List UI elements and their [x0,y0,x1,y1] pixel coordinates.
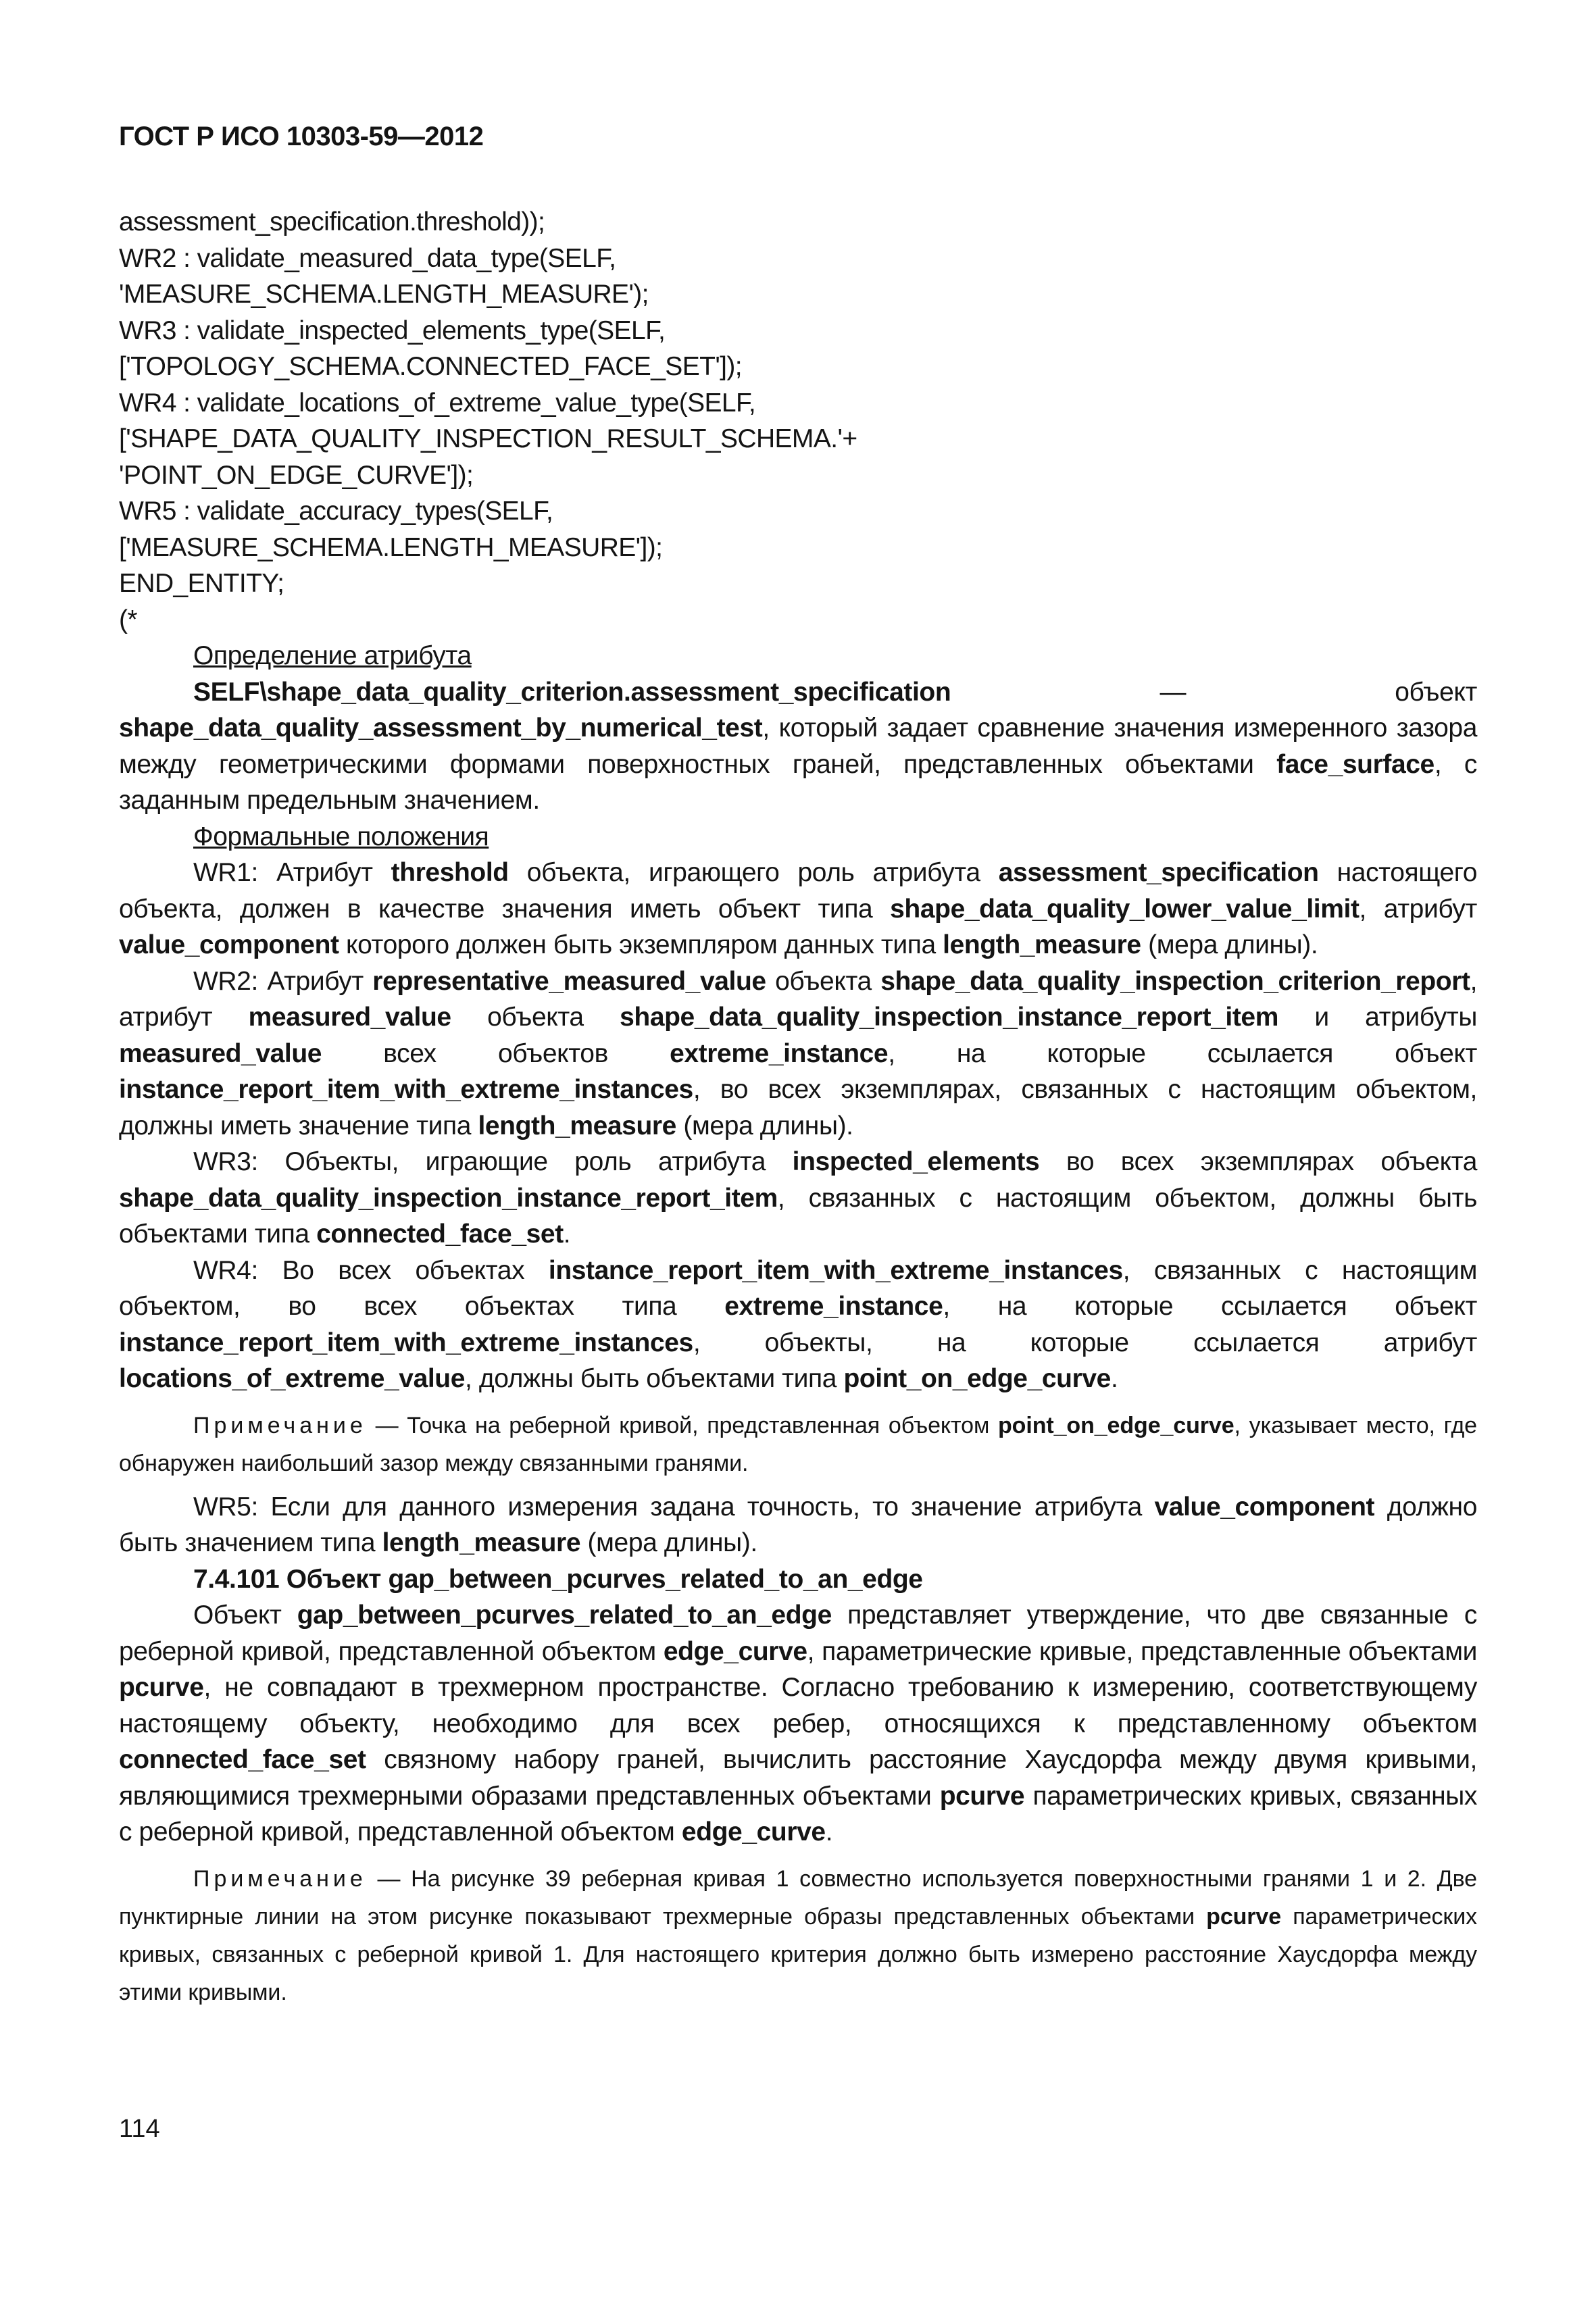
attribute-definition-heading: Определение атрибута [193,641,472,670]
attribute-definition-paragraph: SELF\shape_data_quality_criterion.assessment_specification — объект shape_data_quality_assessment_by_numerical_test, который задает сравнение значения измеренного зазора между геометрическими формами поверхностных граней, представленных объектами face_surface, с заданным предельным значением. [119,677,1477,815]
code-line: ['MEASURE_SCHEMA.LENGTH_MEASURE']); [119,532,663,562]
code-line: 'POINT_ON_EDGE_CURVE']); [119,460,474,490]
wr1-paragraph: WR1: Атрибут threshold объекта, играющего роль атрибута assessment_specification настоящего объекта, должен в качестве значения иметь объект типа shape_data_quality_lower_value_limit, атрибут value_component которого должен быть экземпляром данных типа length_measure (мера длины). [119,858,1477,959]
section-heading: 7.4.101 Объект gap_between_pcurves_related_to_an_edge [193,1564,923,1594]
wr3-paragraph: WR3: Объекты, играющие роль атрибута inspected_elements во всех экземплярах объекта shape_data_quality_inspection_instance_report_item, связанных с настоящим объектом, должны быть объектами типа connected_face_set. [119,1147,1477,1249]
wr2-paragraph: WR2: Атрибут representative_measured_value объекта shape_data_quality_inspection_criterion_report, атрибут measured_value объекта shape_data_quality_inspection_instance_report_item и атрибуты measured_value всех объектов extreme_instance, на которые ссылается объект instance_report_item_with_extreme_instances, во всех экземплярах, связанных с настоящим объектом, должны иметь значение типа length_measure (мера длины). [119,966,1478,1140]
page-number: 114 [119,2115,160,2143]
wr4-paragraph: WR4: Во всех объектах instance_report_item_with_extreme_instances, связанных с настоящим объектом, во всех объектах типа extreme_instance, на которые ссылается объект instance_report_item_with_extreme_instances, объекты, на которые ссылается атрибут locations_of_extreme_value, должны быть объектами типа point_on_edge_curve. [119,1255,1477,1393]
express-code-block [119,204,1477,638]
section-paragraph: Объект gap_between_pcurves_related_to_an_edge представляет утверждение, что две связанные с реберной кривой, представленной объектом edge_curve, параметрические кривые, представленные объектами pcurve, не совпадают в трехмерном пространстве. Согласно требованию к измерению, соответствующему настоящему объекту, необходимо для всех ребер, относящихся к представленному объектом connected_face_set связному набору граней, вычислить расстояние Хаусдорфа между двумя кривыми, являющимися трехмерными образами представленных объектами pcurve параметрических кривых, связанных с реберной кривой, представленной объектом edge_curve. [119,1601,1477,1846]
code-line: WR3 : validate_inspected_elements_type(SELF, [119,316,666,345]
note-point-on-edge-curve: Примечание — Точка на реберной кривой, представленная объектом point_on_edge_curve, указывает место, где обнаружен наибольший зазор между связанными гранями. [119,1412,1477,1476]
code-line: 'MEASURE_SCHEMA.LENGTH_MEASURE'); [119,280,649,309]
document-header: ГОСТ Р ИСО 10303-59—2012 [119,122,484,151]
code-line: WR5 : validate_accuracy_types(SELF, [119,497,553,526]
code-line: END_ENTITY; [119,569,284,598]
note-figure-39: Примечание — На рисунке 39 реберная кривая 1 совместно используется поверхностными гранями 1 и 2. Две пунктирные линии на этом рисунке показывают трехмерные образы представленных объектами pcurve параметрических кривых, связанных с реберной кривой 1. Для настоящего критерия должно быть измерено расстояние Хаусдорфа между этими кривыми. [119,1865,1478,2005]
document-body [119,204,1477,2018]
code-line: ['SHAPE_DATA_QUALITY_INSPECTION_RESULT_SCHEMA.'+ [119,424,857,453]
code-line: WR4 : validate_locations_of_extreme_value_type(SELF, [119,388,756,418]
code-line: ['TOPOLOGY_SCHEMA.CONNECTED_FACE_SET']); [119,352,743,381]
code-line: WR2 : validate_measured_data_type(SELF, [119,243,616,273]
code-line: assessment_specification.threshold)); [119,207,545,236]
formal-propositions-heading: Формальные положения [193,822,489,851]
code-line: (* [119,605,137,634]
wr5-paragraph: WR5: Если для данного измерения задана точность, то значение атрибута value_component должно быть значением типа length_measure (мера длины). [119,1492,1477,1557]
